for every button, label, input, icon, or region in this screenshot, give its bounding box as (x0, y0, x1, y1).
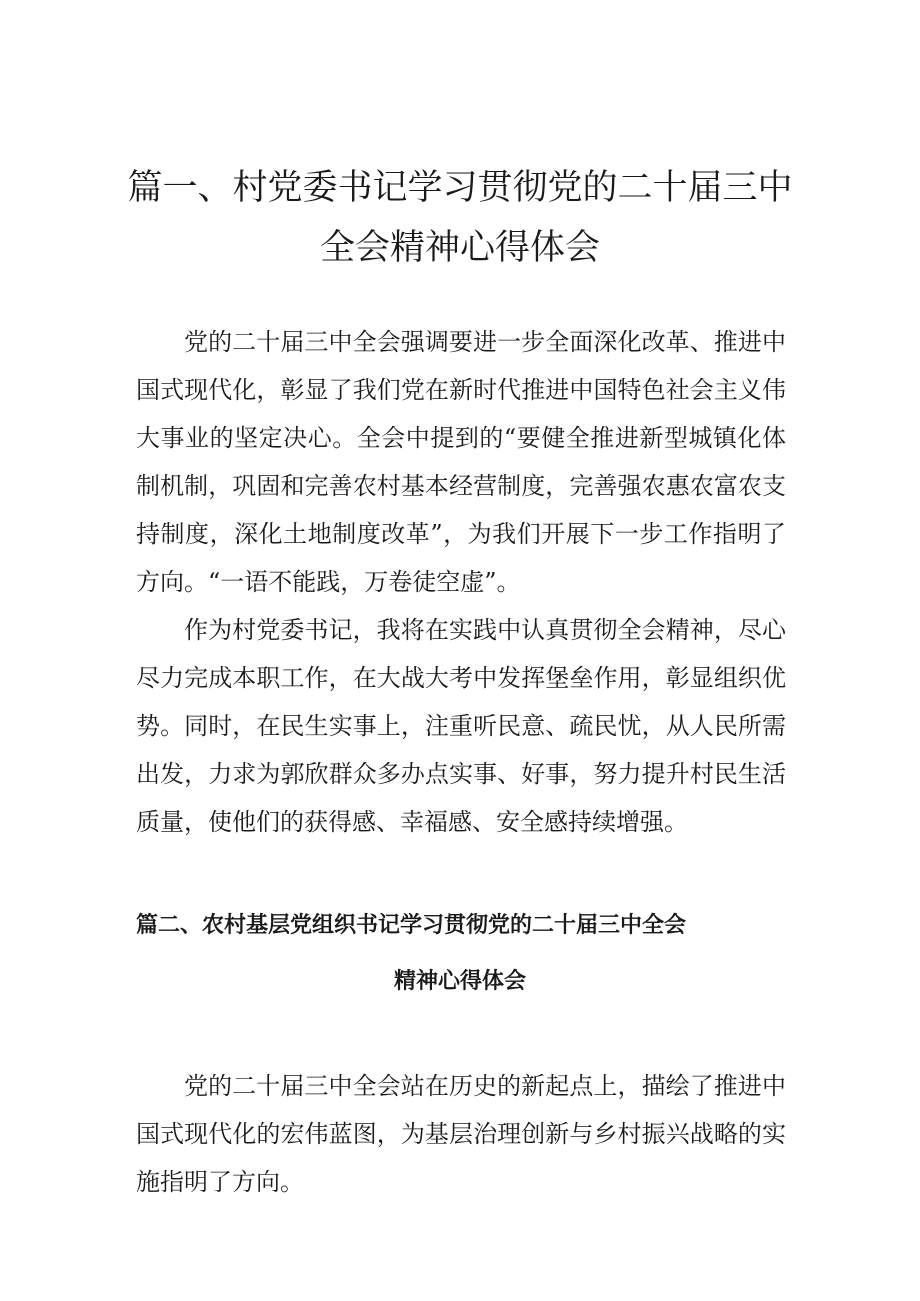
article-1-title-line-2: 全会精神心得体会 (319, 228, 600, 268)
article-1-paragraph-2: 作为村党委书记，我将在实践中认真贯彻全会精神，尽心尽力完成本职工作，在大战大考中发挥堡垒作用，彰显组织优势。同时，在民生实事上，注重听民意、疏民忧，从人民所需出发，力求为郭欣群众多办点实事、好事，努力提升村民生活质量，使他们的获得感、幸福感、安全感持续增强。 (136, 616, 786, 836)
article-2-paragraph-1: 党的二十届三中全会站在历史的新起点上，描绘了推进中国式现代化的宏伟蓝图，为基层治理创新与乡村振兴战略的实施指明了方向。 (136, 1072, 786, 1196)
article-1-title-line-1: 篇一、村党委书记学习贯彻党的二十届三中 (127, 168, 793, 208)
article-2-title-line-2: 精神心得体会 (393, 969, 526, 994)
article-1-body (136, 318, 786, 846)
article-2-title-line-1: 篇二、农村基层党组织书记学习贯彻党的二十届三中全会 (136, 913, 687, 938)
article-2-body (136, 1062, 786, 1206)
article-1-paragraph-1: 党的二十届三中全会强调要进一步全面深化改革、推进中国式现代化，彰显了我们党在新时代推进中国特色社会主义伟大事业的坚定决心。全会中提到的“要健全推进新型城镇化体制机制，巩固和完善农村基本经营制度，完善强农惠农富农支持制度，深化土地制度改革”，为我们开展下一步工作指明了方向。“一语不能践，万卷徒空虚”。 (136, 328, 786, 596)
